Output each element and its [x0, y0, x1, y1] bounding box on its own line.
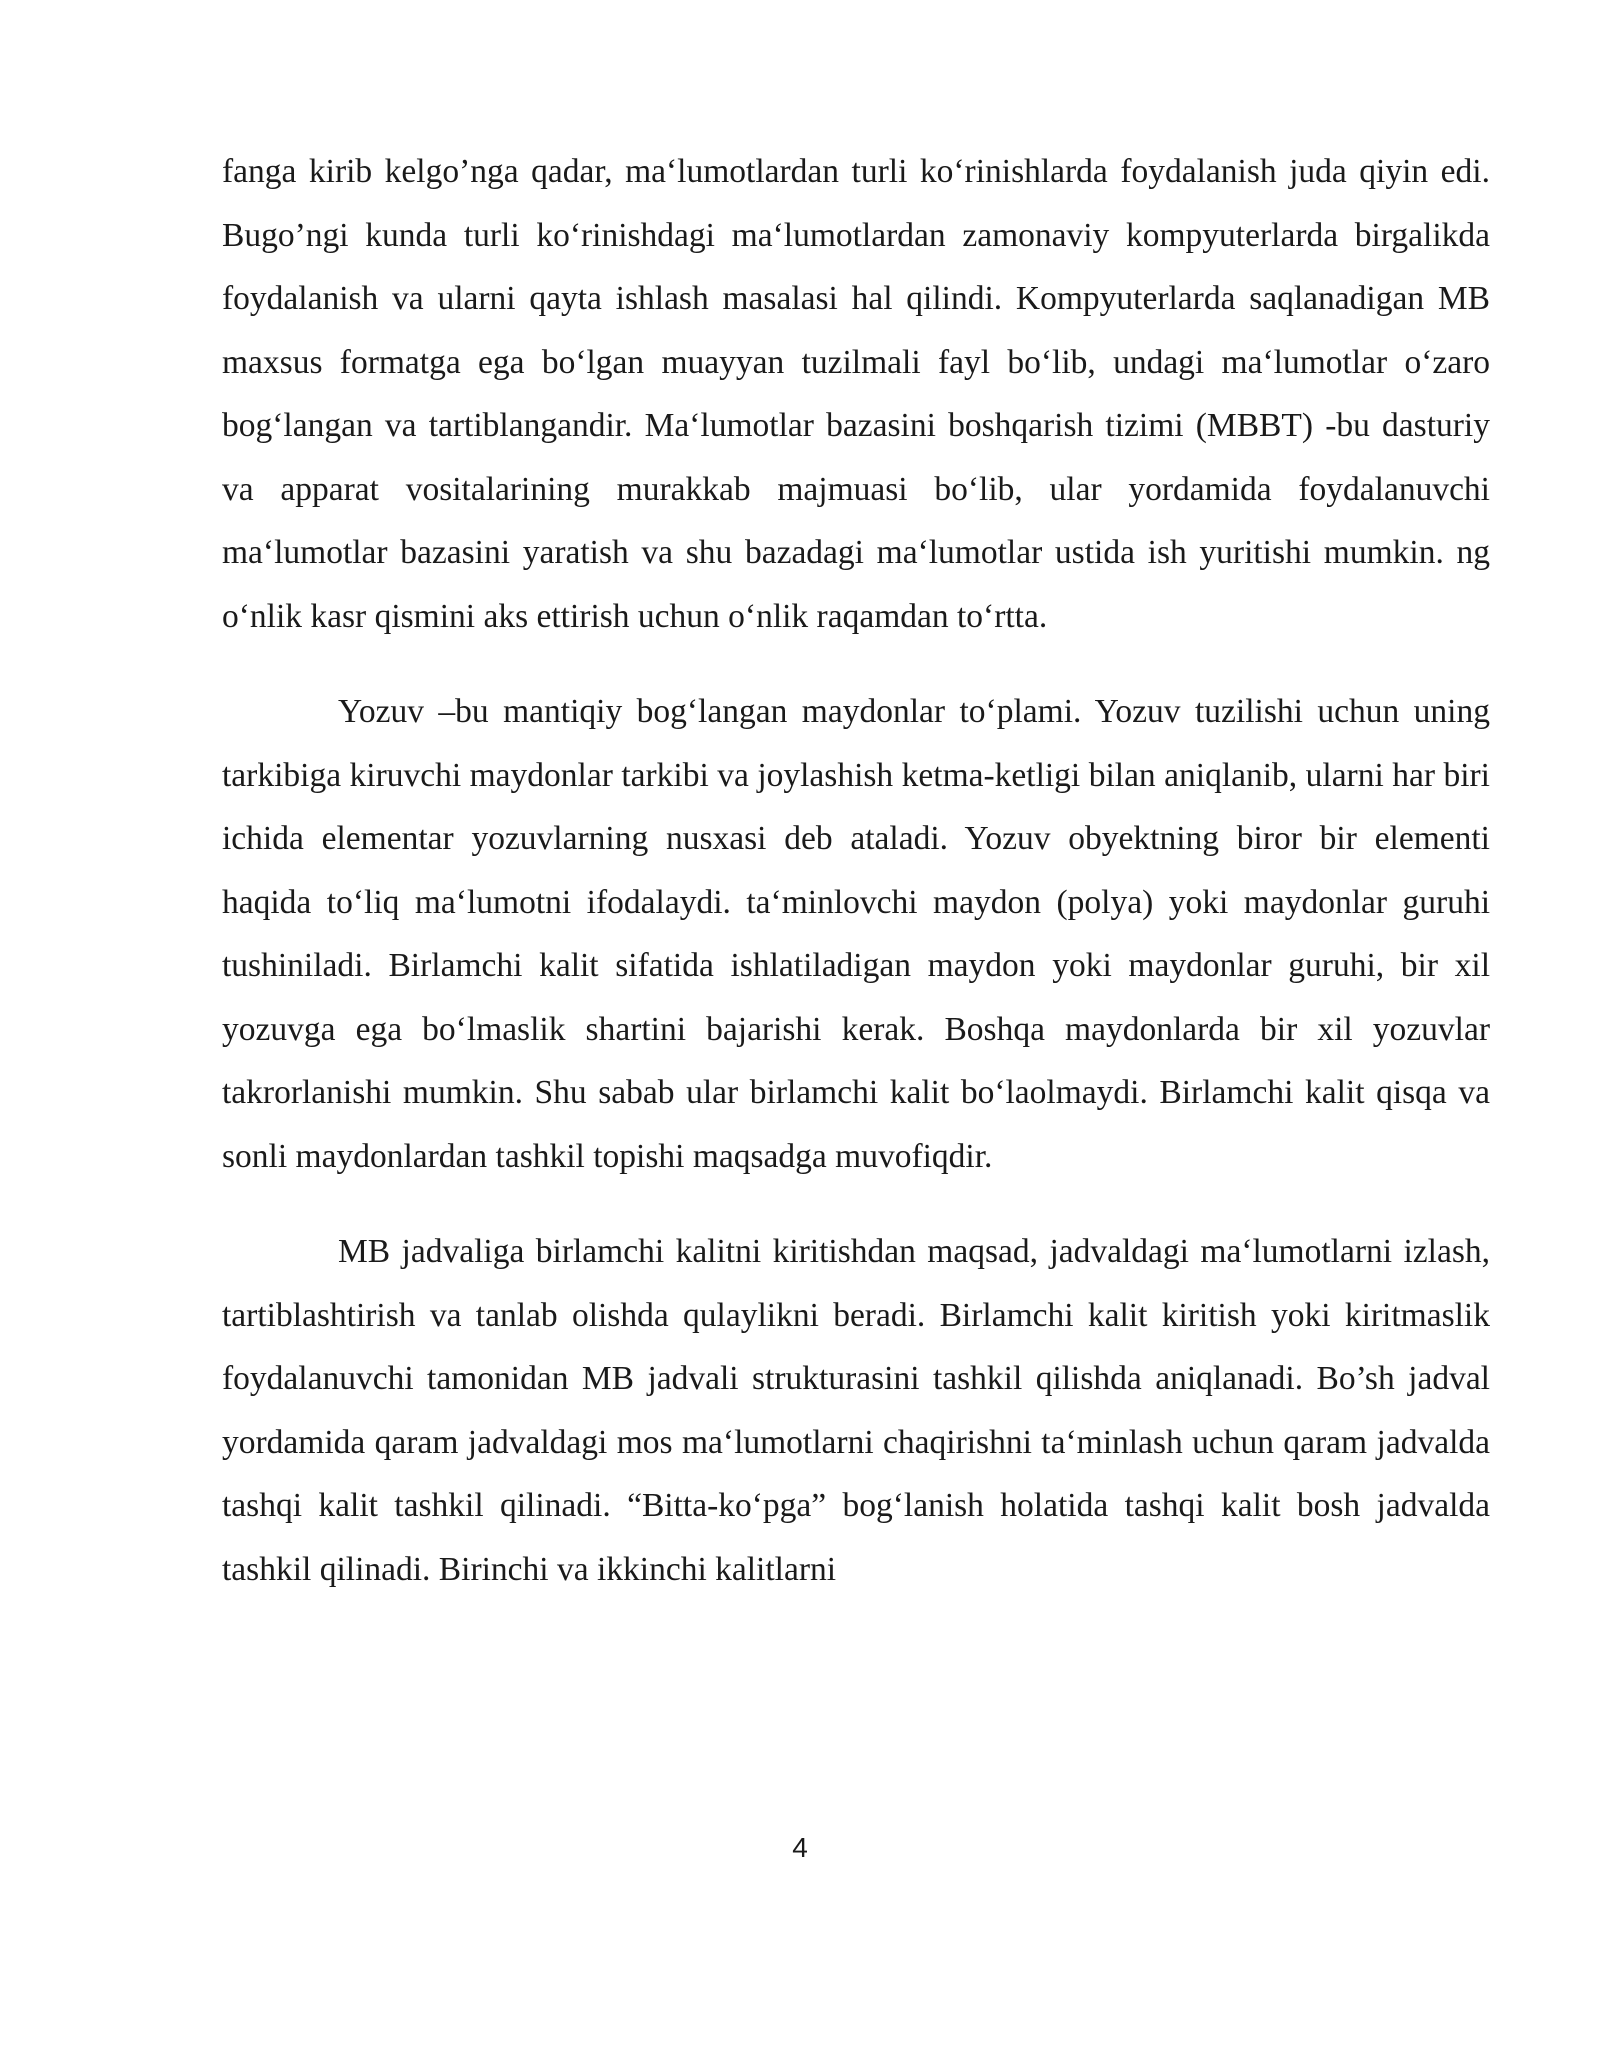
- paragraph-3: MB jadvaliga birlamchi kalitni kiritishdan maqsad, jadvaldagi maʻlumotlarni izlash, tartiblashtirish va tanlab olishda qulaylikni beradi. Birlamchi kalit kiritish yoki kiritmaslik foydalanuvchi tamonidan MB jadvali strukturasini tashkil qilishda aniqlanadi. Bo’sh jadval yordamida qaram jadvaldagi mos maʻlumotlarni chaqirishni taʻminlash uchun qaram jadvalda tashqi kalit tashkil qilinadi. “Bitta-koʻpga” bogʻlanish holatida tashqi kalit bosh jadvalda tashkil qilinadi. Birinchi va ikkinchi kalitlarni: [222, 1233, 1490, 1588]
- paragraph-1: fanga kirib kelgo’nga qadar, maʻlumotlardan turli koʻrinishlarda foydalanish juda qiyin edi. Bugo’ngi kunda turli koʻrinishdagi maʻlumotlardan zamonaviy kompyuterlarda birgalikda foydalanish va ularni qayta ishlash masalasi hal qilindi. Kompyuterlarda saqlanadigan MB maxsus formatga ega boʻlgan muayyan tuzilmali fayl boʻlib, undagi maʻlumotlar oʻzaro bogʻlangan va tartiblangandir. Maʻlumotlar bazasini boshqarish tizimi (MBBT) -bu dasturiy va apparat vositalarining murakkab majmuasi boʻlib, ular yordamida foydalanuvchi maʻlumotlar bazasini yaratish va shu bazadagi maʻlumotlar ustida ish yuritishi mumkin. ng oʻnlik kasr qismini aks ettirish uchun oʻnlik raqamdan toʻrtta.: [222, 153, 1490, 635]
- body-text: [222, 140, 1490, 1601]
- page-number: 4: [792, 1832, 808, 1863]
- paragraph-2: Yozuv –bu mantiqiy bogʻlangan maydonlar toʻplami. Yozuv tuzilishi uchun uning tarkibiga kiruvchi maydonlar tarkibi va joylashish ketma-ketligi bilan aniqlanib, ularni har biri ichida elementar yozuvlarning nusxasi deb ataladi. Yozuv obyektning biror bir elementi haqida toʻliq maʻlumotni ifodalaydi. taʻminlovchi maydon (polya) yoki maydonlar guruhi tushiniladi. Birlamchi kalit sifatida ishlatiladigan maydon yoki maydonlar guruhi, bir xil yozuvga ega boʻlmaslik shartini bajarishi kerak. Boshqa maydonlarda bir xil yozuvlar takrorlanishi mumkin. Shu sabab ular birlamchi kalit boʻlaolmaydi. Birlamchi kalit qisqa va sonli maydonlardan tashkil topishi maqsadga muvofiqdir.: [222, 693, 1490, 1175]
